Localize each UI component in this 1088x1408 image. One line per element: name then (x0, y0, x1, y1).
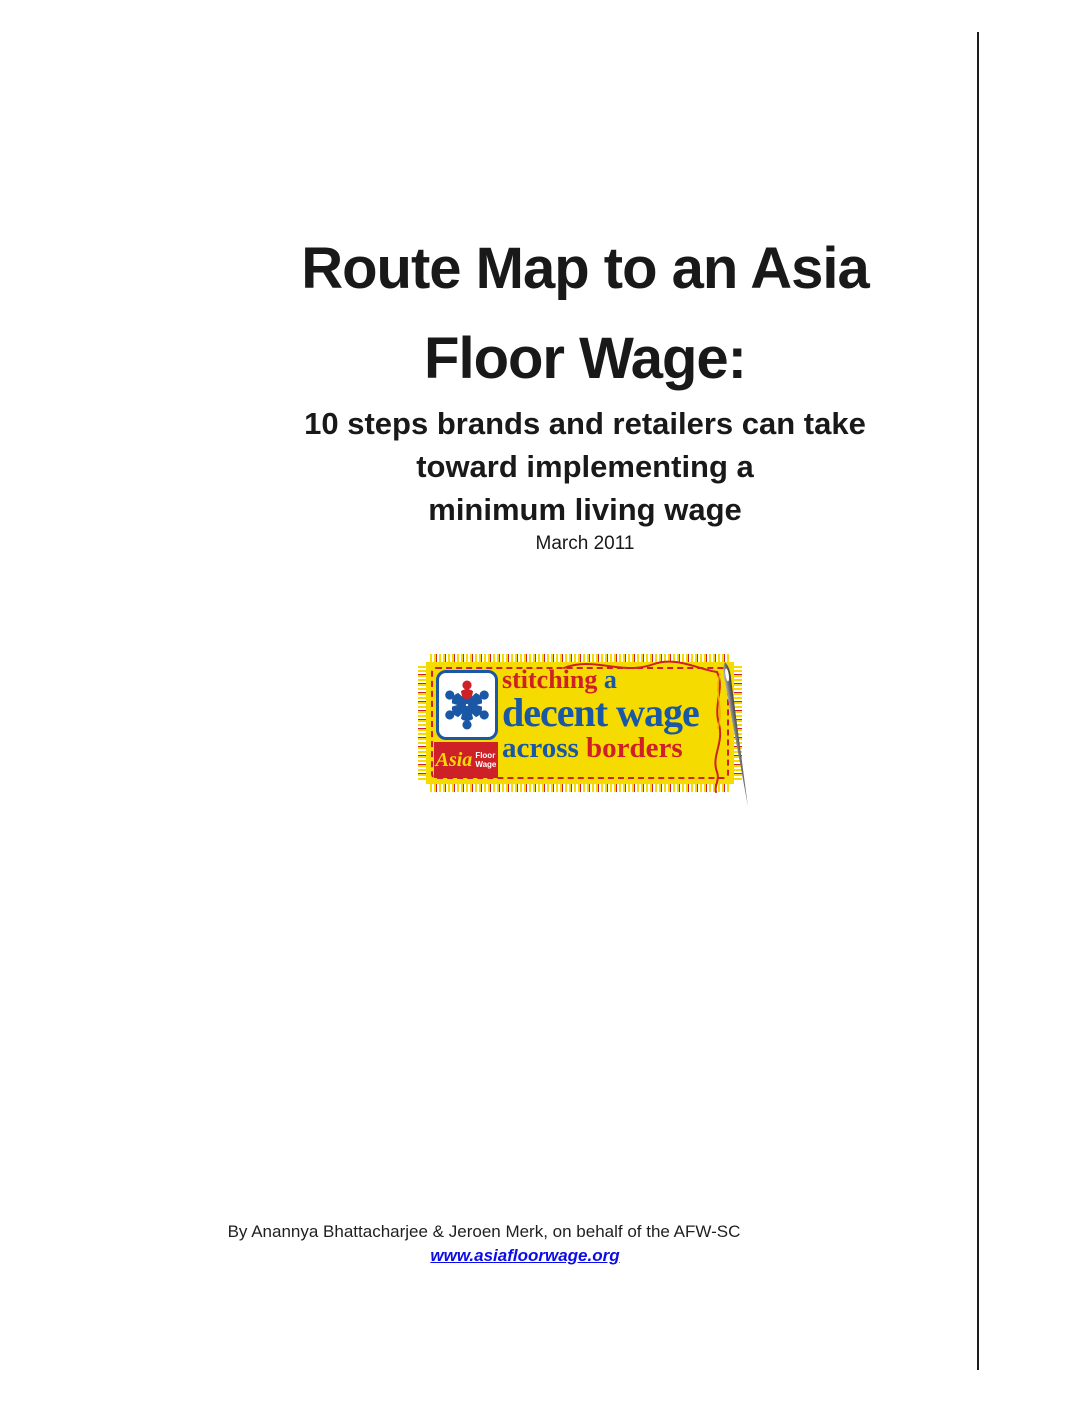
badge-floor-wage-label: Floor Wage (475, 751, 497, 769)
logo-tagline-line-3: across borders (502, 732, 683, 764)
subtitle-line-3: minimum living wage (428, 492, 742, 527)
asia-floor-wage-badge (434, 742, 498, 778)
byline: By Anannya Bhattacharjee & Jeroen Merk, on behalf of the AFW-SC (227, 1222, 741, 1241)
title-line-2: Floor Wage: (424, 326, 746, 391)
website-link[interactable]: www.asiafloorwage.org (430, 1246, 620, 1265)
title-line-1: Route Map to an Asia (301, 236, 869, 301)
asia-floor-wage-logo (426, 662, 734, 784)
patch-fringe-left (418, 666, 426, 780)
logo-tagline-line-1: stitching a (502, 665, 617, 694)
subtitle-line-1: 10 steps brands and retailers can take (304, 406, 866, 441)
document-title (195, 224, 975, 404)
logo-tagline (502, 666, 728, 764)
logo-tagline-line-2: decent wage (502, 690, 699, 735)
patch-fringe-bottom (430, 784, 730, 792)
publication-date: March 2011 (535, 533, 635, 554)
website-link-row (140, 1244, 910, 1268)
patch-fringe-right (734, 666, 742, 780)
page-edge-line (977, 32, 979, 1370)
patch-fringe-top (430, 654, 730, 662)
badge-asia-label: Asia (435, 749, 473, 771)
people-circle-icon (436, 670, 498, 740)
document-subtitle (195, 402, 975, 531)
subtitle-line-2: toward implementing a (416, 449, 754, 484)
